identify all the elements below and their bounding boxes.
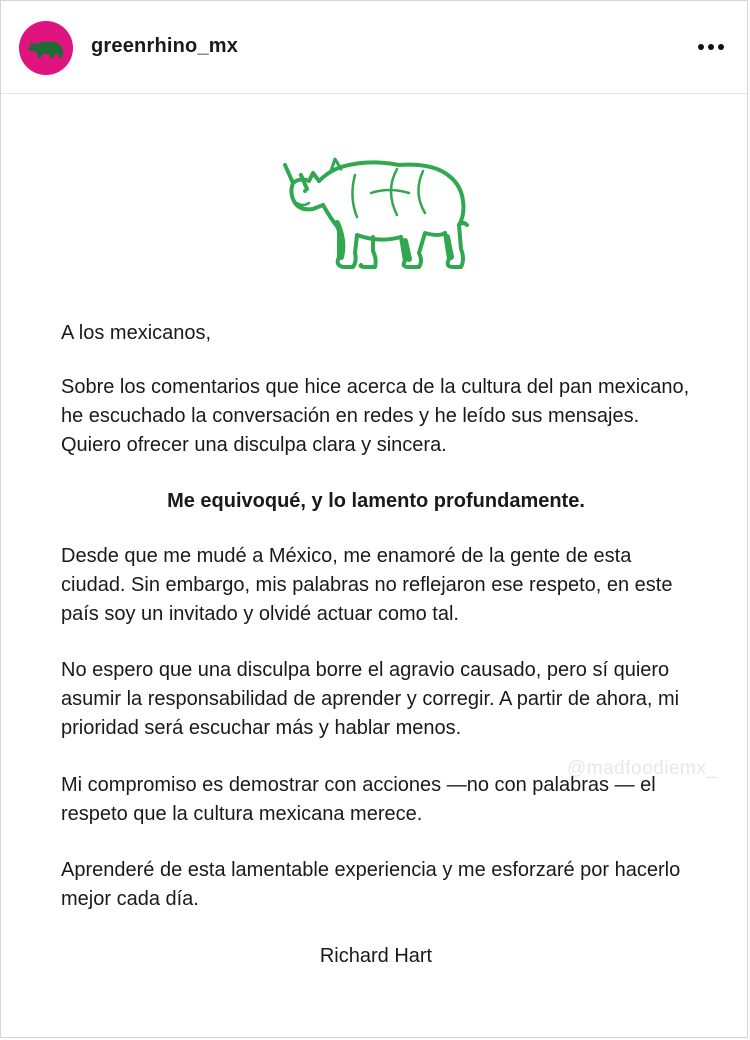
paragraph-4: Mi compromiso es demostrar con acciones —no con palabras — el respeto que la cultura mexicana merece. xyxy=(61,774,656,825)
paragraph-3: No espero que una disculpa borre el agravio causado, pero sí quiero asumir la responsabilidad de aprender y corregir. A partir de ahora, mi prioridad será escuchar más y hablar menos. xyxy=(61,659,680,739)
rhino-logo-icon xyxy=(279,153,473,273)
signature: Richard Hart xyxy=(319,945,433,967)
paragraph-2: Desde que me mudé a México, me enamoré de la gente de esta ciudad. Sin embargo, mis palabras no reflejaron ese respeto, en este país soy un invitado y olvidé actuar como tal. xyxy=(61,545,673,625)
username[interactable]: greenrhino_mx xyxy=(91,35,239,57)
watermark: @madfoodiemx_ xyxy=(567,758,718,779)
paragraph-5: Aprenderé de esta lamentable experiencia y me esforzaré por hacerlo mejor cada día. xyxy=(61,859,681,910)
avatar[interactable] xyxy=(19,21,73,75)
more-options-icon[interactable] xyxy=(695,31,727,63)
paragraph-1: Sobre los comentarios que hice acerca de la cultura del pan mexicano, he escuchado la conversación en redes y he leído sus mensajes. Quiero ofrecer una disculpa clara y sincera. xyxy=(61,376,690,456)
bold-statement: Me equivoqué, y lo lamento profundamente. xyxy=(167,490,585,512)
rhino-icon xyxy=(26,36,66,60)
greeting: A los mexicanos, xyxy=(61,322,212,344)
post-header xyxy=(1,1,747,94)
